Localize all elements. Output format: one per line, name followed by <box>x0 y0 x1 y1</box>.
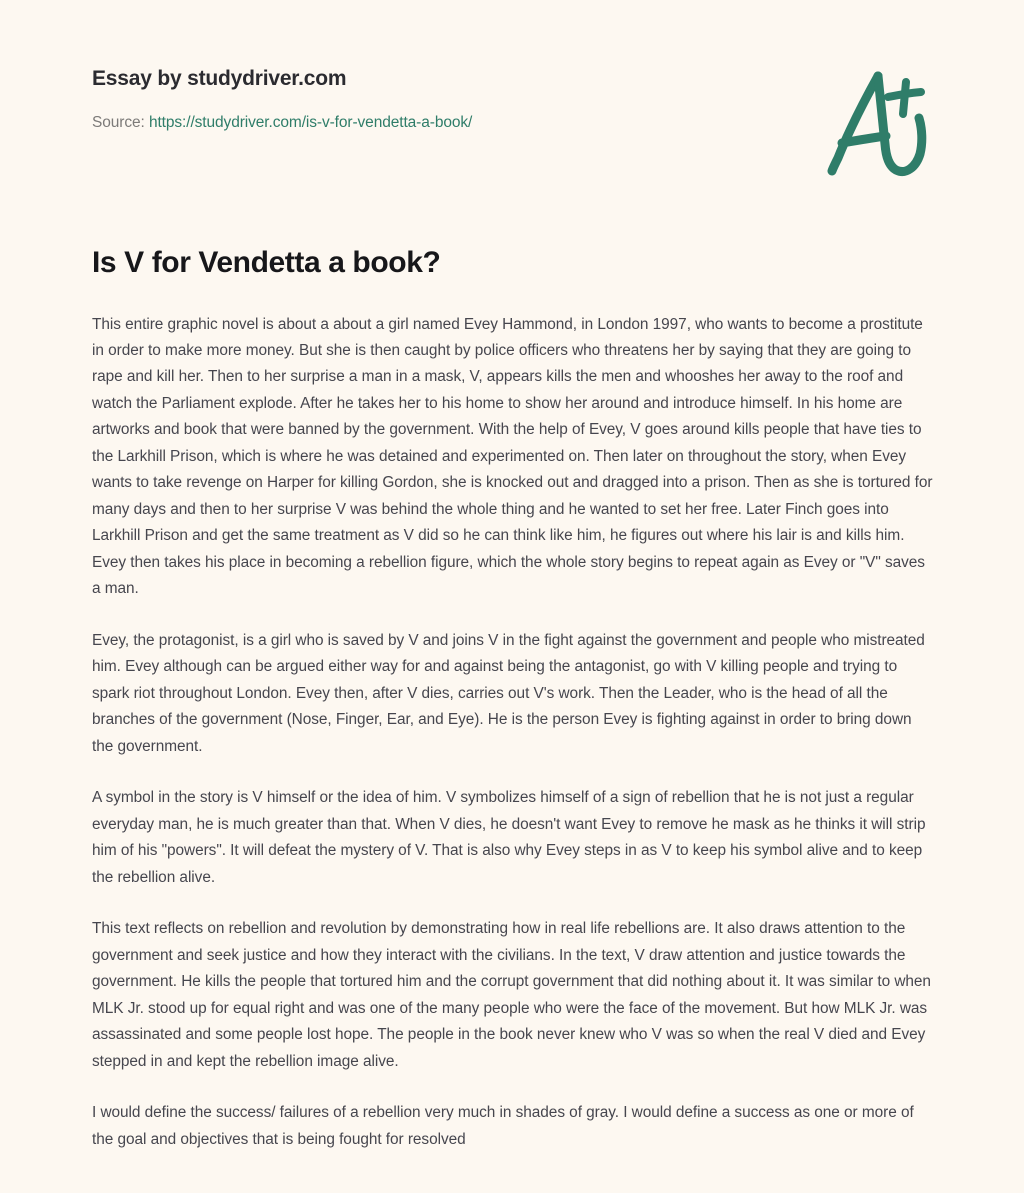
brand-title: Essay by studydriver.com <box>92 67 347 90</box>
source-url-link[interactable]: https://studydriver.com/is-v-for-vendetta-a-book/ <box>148 114 473 132</box>
article-paragraph: A symbol in the story is V himself or the idea of him. V symbolizes himself of a sign of rebellion that he is not just a regular everyday man, he is much greater than that. When V dies, he doesn't want Evey to remove he mask as he thinks it will strip him of his "powers". It will defeat the mystery of V. That is also why Evey steps in as V to keep his symbol alive and to keep the rebellion alive. <box>92 789 926 886</box>
article-body <box>92 312 936 1154</box>
page-title: Is V for Vendetta a book? <box>92 246 441 279</box>
article-paragraph: I would define the success/ failures of a rebellion very much in shades of gray. I would define a success as one or more of the goal and objectives that is being fought for resolved <box>92 1104 914 1148</box>
source-label: Source: <box>92 114 145 132</box>
article-paragraph: This text reflects on rebellion and revolution by demonstrating how in real life rebellions are. It also draws attention to the government and seek justice and how they interact with the civilians. In the text, V draw attention and justice towards the government. He kills the people that tortured him and the corrupt government that did nothing about it. It was similar to when MLK Jr. stood up for equal right and was one of the many people who were the face of the movement. But how MLK Jr. was assassinated and some people lost hope. The people in the book never knew who V was so when the real V died and Evey stepped in and kept the rebellion image alive. <box>92 920 931 1070</box>
article-paragraph: This entire graphic novel is about a about a girl named Evey Hammond, in London 1997, who wants to become a prostitute in order to make more money. But she is then caught by police officers who threatens her by saying that they are going to rape and kill her. Then to her surprise a man in a mask, V, appears kills the men and whooshes her away to the roof and watch the Parliament explode. After he takes her to his home to show her around and introduce himself. In his home are artworks and book that were banned by the government. With the help of Evey, V goes around kills people that have ties to the Larkhill Prison, which is where he was detained and experimented on. Then later on throughout the story, when Evey wants to take revenge on Harper for killing Gordon, she is knocked out and dragged into a prison. Then as she is tortured for many days and then to her surprise V was behind the whole thing and he wanted to set her free. Later Finch goes into Larkhill Prison and get the same treatment as V did so he can think like him, he figures out where his lair is and kills him. Evey then takes his place in becoming a rebellion figure, which the whole story begins to repeat again as Evey or "V" saves a man. <box>92 315 933 598</box>
site-header <box>0 0 1024 200</box>
a-plus-logo <box>816 62 946 184</box>
article <box>0 244 1024 1193</box>
article-paragraph: Evey, the protagonist, is a girl who is saved by V and joins V in the fight against the government and people who mistreated him. Evey although can be argued either way for and against being the antagonist, go with V killing people and trying to spark riot throughout London. Evey then, after V dies, carries out V's work. Then the Leader, who is the head of all the branches of the government (Nose, Finger, Ear, and Eye). He is the person Evey is fighting against in order to bring down the government. <box>92 631 925 755</box>
source-line <box>92 113 936 133</box>
a-plus-logo-icon <box>816 62 946 184</box>
